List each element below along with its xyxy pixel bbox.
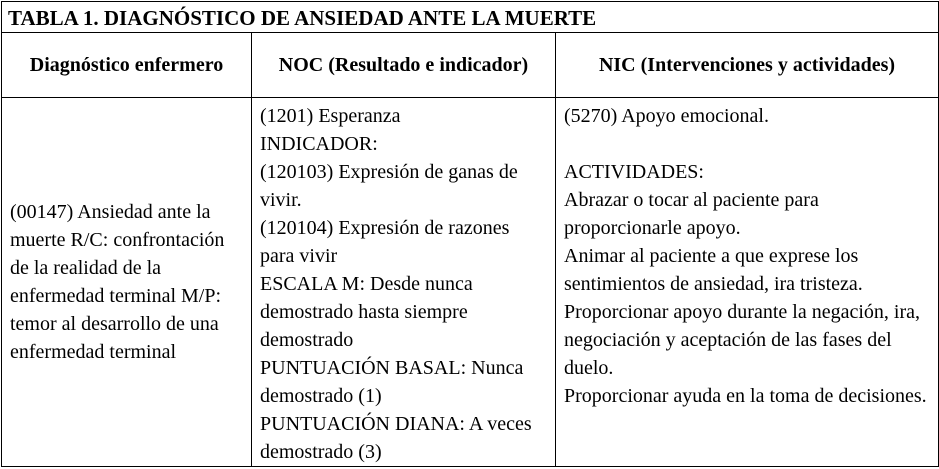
noc-line: PUNTUACIÓN DIANA: A veces demostrado (3) bbox=[260, 413, 537, 463]
header-noc: NOC (Resultado e indicador) bbox=[252, 33, 556, 98]
nic-activity: Proporcionar apoyo durante la negación, ira, negociación y aceptación de las fases del duelo. bbox=[564, 301, 925, 379]
content-row bbox=[2, 98, 939, 467]
nic-activity: Animar al paciente a que exprese los sentimientos de ansiedad, ira tristeza. bbox=[564, 245, 864, 295]
spacer bbox=[564, 130, 930, 158]
noc-line: (120104) Expresión de razones para vivir bbox=[260, 217, 515, 267]
noc-line: (1201) Esperanza bbox=[260, 105, 401, 127]
table-title: TABLA 1. DIAGNÓSTICO DE ANSIEDAD ANTE LA MUERTE bbox=[2, 2, 939, 33]
nic-title: (5270) Apoyo emocional. bbox=[564, 105, 769, 127]
noc-line: (120103) Expresión de ganas de vivir. bbox=[260, 161, 523, 211]
noc-cell bbox=[252, 98, 556, 467]
diagnosis-table bbox=[1, 1, 939, 467]
nic-activities-label: ACTIVIDADES: bbox=[564, 161, 704, 183]
diagnostico-text: (00147) Ansiedad ante la muerte R/C: confrontación de la realidad de la enfermedad terminal M/P: temor al desarrollo de una enfermedad terminal bbox=[10, 201, 225, 363]
nic-cell bbox=[556, 98, 939, 467]
header-diagnostico: Diagnóstico enfermero bbox=[2, 33, 252, 98]
title-row bbox=[2, 2, 939, 33]
noc-line: PUNTUACIÓN BASAL: Nunca demostrado (1) bbox=[260, 357, 529, 407]
header-nic: NIC (Intervenciones y actividades) bbox=[556, 33, 939, 98]
header-row bbox=[2, 33, 939, 98]
nic-activity: Proporcionar ayuda en la toma de decisiones. bbox=[564, 385, 927, 407]
nic-activity: Abrazar o tocar al paciente para proporcionarle apoyo. bbox=[564, 189, 824, 239]
noc-line: ESCALA M: Desde nunca demostrado hasta siempre demostrado bbox=[260, 273, 478, 351]
diagnostico-cell bbox=[2, 98, 252, 467]
document-page bbox=[0, 1, 939, 469]
noc-line: INDICADOR: bbox=[260, 133, 378, 155]
